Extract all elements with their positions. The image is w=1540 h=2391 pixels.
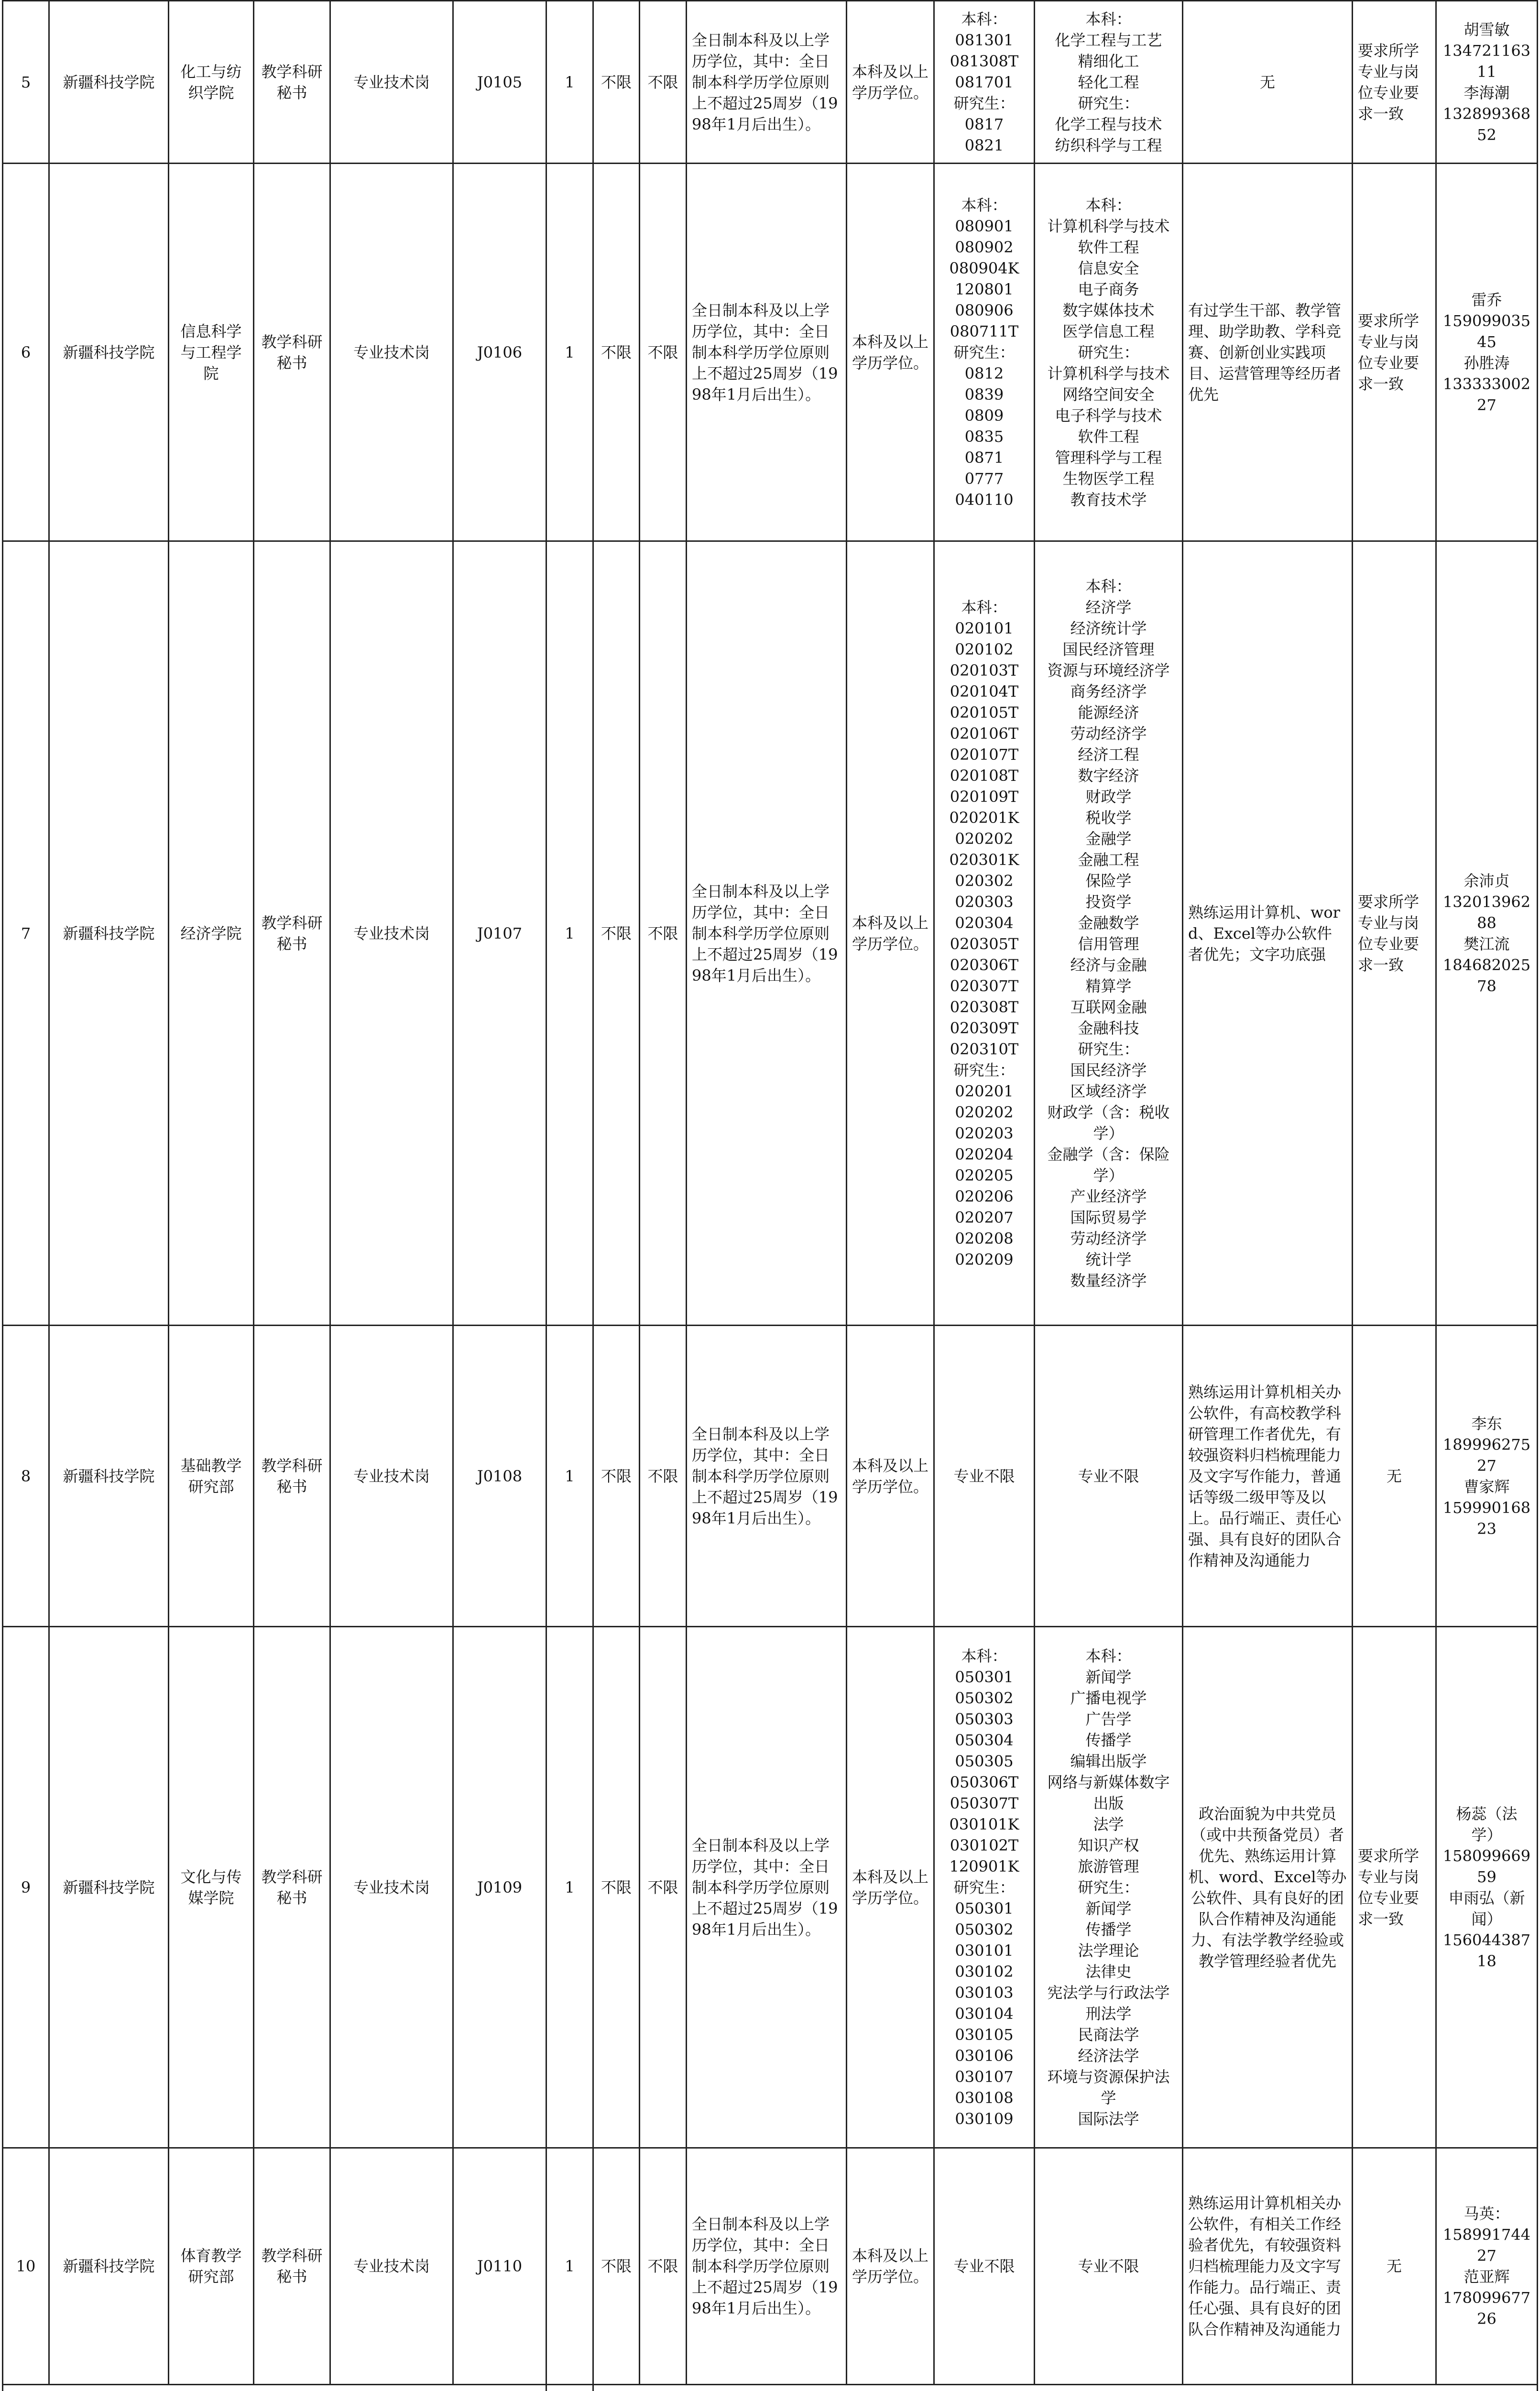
- employer-cell: 新疆科技学院: [49, 164, 169, 541]
- headcount-cell: 1: [546, 2148, 593, 2385]
- headcount-cell: 1: [546, 1, 593, 164]
- major-names-cell: 本科： 新闻学 广播电视学 广告学 传播学 编辑出版学 网络与新媒体数字出版 法学 知识产权 旅游管理 研究生： 新闻学 传播学 法学理论 法律史 宪法学与行政法学 刑法学 民商法学 经济法学 环境与资源保护法学 国际法学: [1035, 1627, 1183, 2148]
- department-cell: 信息科学与工程学院: [169, 164, 254, 541]
- notes-cell: 要求所学专业与岗位专业要求一致: [1353, 1627, 1436, 2148]
- contact-cell: 胡雪敏 13472116311 李海潮 13289936852: [1436, 1, 1538, 164]
- post-code-cell: J0107: [453, 541, 546, 1326]
- employer-cell: 新疆科技学院: [49, 541, 169, 1326]
- headcount-cell: 1: [546, 1326, 593, 1627]
- table-row: [3, 164, 1538, 541]
- gender-cell: 不限: [640, 164, 687, 541]
- post-code-cell: J0105: [453, 1, 546, 164]
- post-name-cell: 教学科研秘书: [254, 2148, 330, 2385]
- notes-cell: 要求所学专业与岗位专业要求一致: [1353, 541, 1436, 1326]
- department-cell: 基础教学研究部: [169, 1326, 254, 1627]
- contact-cell: 杨蕊（法学） 15809966959 申雨弘（新闻） 15604438718: [1436, 1627, 1538, 2148]
- age-requirement-cell: 全日制本科及以上学历学位，其中：全日制本科学历学位原则上不超过25周岁（1998年1月后出生）。: [687, 1627, 847, 2148]
- gender-cell: 不限: [640, 1326, 687, 1627]
- post-type-cell: 专业技术岗: [330, 164, 453, 541]
- other-requirements-cell: 熟练运用计算机相关办公软件，有相关工作经验者优先，有较强资料归档梳理能力及文字写作能力。品行端正、责任心强、具有良好的团队合作精神及沟通能力: [1183, 2148, 1353, 2385]
- education-cell: 本科及以上学历学位。: [847, 164, 934, 541]
- table-row: [3, 1, 1538, 164]
- post-code-cell: J0108: [453, 1326, 546, 1627]
- major-names-cell: 本科： 计算机科学与技术 软件工程 信息安全 电子商务 数字媒体技术 医学信息工程 研究生： 计算机科学与技术 网络空间安全 电子科学与技术 软件工程 管理科学与工程 生物医学工程 教育技术学: [1035, 164, 1183, 541]
- major-codes-cell: 本科： 080901 080902 080904K 120801 080906 080711T 研究生： 0812 0839 0809 0835 0871 0777 040110: [934, 164, 1035, 541]
- education-cell: 本科及以上学历学位。: [847, 1, 934, 164]
- table-row: [3, 1627, 1538, 2148]
- notes-cell: 要求所学专业与岗位专业要求一致: [1353, 1, 1436, 164]
- department-cell: 经济学院: [169, 541, 254, 1326]
- total-blank-cell: [593, 2385, 1538, 2391]
- ethnicity-cell: 不限: [593, 2148, 640, 2385]
- row-number: 10: [3, 2148, 49, 2385]
- department-cell: 化工与纺织学院: [169, 1, 254, 164]
- gender-cell: 不限: [640, 2148, 687, 2385]
- notes-cell: 无: [1353, 2148, 1436, 2385]
- ethnicity-cell: 不限: [593, 164, 640, 541]
- post-name-cell: 教学科研秘书: [254, 164, 330, 541]
- post-name-cell: 教学科研秘书: [254, 1, 330, 164]
- age-requirement-cell: 全日制本科及以上学历学位，其中：全日制本科学历学位原则上不超过25周岁（1998年1月后出生）。: [687, 164, 847, 541]
- ethnicity-cell: 不限: [593, 541, 640, 1326]
- total-count: [546, 2385, 593, 2391]
- table-row: [3, 1326, 1538, 1627]
- post-code-cell: J0109: [453, 1627, 546, 2148]
- total-row: [3, 2385, 1538, 2391]
- gender-cell: 不限: [640, 1, 687, 164]
- row-number: 9: [3, 1627, 49, 2148]
- other-requirements-cell: 有过学生干部、教学管理、助学助教、学科竞赛、创新创业实践项目、运营管理等经历者优先: [1183, 164, 1353, 541]
- post-code-cell: J0106: [453, 164, 546, 541]
- post-type-cell: 专业技术岗: [330, 1627, 453, 2148]
- row-number: 6: [3, 164, 49, 541]
- other-requirements-cell: 熟练运用计算机相关办公软件，有高校教学科研管理工作者优先，有较强资料归档梳理能力及文字写作能力，普通话等级二级甲等及以上。品行端正、责任心强、具有良好的团队合作精神及沟通能力: [1183, 1326, 1353, 1627]
- age-requirement-cell: 全日制本科及以上学历学位，其中：全日制本科学历学位原则上不超过25周岁（1998年1月后出生）。: [687, 1326, 847, 1627]
- department-cell: 文化与传媒学院: [169, 1627, 254, 2148]
- education-cell: 本科及以上学历学位。: [847, 2148, 934, 2385]
- major-codes-cell: 专业不限: [934, 1326, 1035, 1627]
- employer-cell: 新疆科技学院: [49, 1, 169, 164]
- row-number: 7: [3, 541, 49, 1326]
- headcount-cell: 1: [546, 541, 593, 1326]
- headcount-cell: 1: [546, 164, 593, 541]
- education-cell: 本科及以上学历学位。: [847, 541, 934, 1326]
- row-number: 8: [3, 1326, 49, 1627]
- post-type-cell: 专业技术岗: [330, 541, 453, 1326]
- education-cell: 本科及以上学历学位。: [847, 1326, 934, 1627]
- ethnicity-cell: 不限: [593, 1627, 640, 2148]
- gender-cell: 不限: [640, 1627, 687, 2148]
- department-cell: 体育教学研究部: [169, 2148, 254, 2385]
- major-codes-cell: 本科： 050301 050302 050303 050304 050305 050306T 050307T 030101K 030102T 120901K 研究生： 050301 050302 030101 030102 030103 030104 030105 030106 030107 030108 030109: [934, 1627, 1035, 2148]
- post-code-cell: J0110: [453, 2148, 546, 2385]
- post-type-cell: 专业技术岗: [330, 1, 453, 164]
- education-cell: 本科及以上学历学位。: [847, 1627, 934, 2148]
- major-codes-cell: 专业不限: [934, 2148, 1035, 2385]
- ethnicity-cell: 不限: [593, 1326, 640, 1627]
- other-requirements-cell: 无: [1183, 1, 1353, 164]
- major-names-cell: 专业不限: [1035, 2148, 1183, 2385]
- contact-cell: 雷乔 15909903545 孙胜涛 13333300227: [1436, 164, 1538, 541]
- major-names-cell: 本科： 经济学 经济统计学 国民经济管理 资源与环境经济学 商务经济学 能源经济 劳动经济学 经济工程 数字经济 财政学 税收学 金融学 金融工程 保险学 投资学 金融数学 信用管理 经济与金融 精算学 互联网金融 金融科技 研究生： 国民经济学 区域经济学 财政学（含：税收学） 金融学（含：保险学） 产业经济学 国际贸易学 劳动经济学 统计学 数量经济学: [1035, 541, 1183, 1326]
- table-row: [3, 541, 1538, 1326]
- post-name-cell: 教学科研秘书: [254, 1326, 330, 1627]
- notes-cell: 无: [1353, 1326, 1436, 1627]
- employer-cell: 新疆科技学院: [49, 1326, 169, 1627]
- age-requirement-cell: 全日制本科及以上学历学位，其中：全日制本科学历学位原则上不超过25周岁（1998年1月后出生）。: [687, 541, 847, 1326]
- post-name-cell: 教学科研秘书: [254, 1627, 330, 2148]
- ethnicity-cell: 不限: [593, 1, 640, 164]
- recruitment-table: [2, 0, 1538, 2391]
- post-type-cell: 专业技术岗: [330, 2148, 453, 2385]
- contact-cell: 李东 18999627527 曹家辉 15999016823: [1436, 1326, 1538, 1627]
- employer-cell: 新疆科技学院: [49, 2148, 169, 2385]
- contact-cell: 余沛贞 13201396288 樊江流 18468202578: [1436, 541, 1538, 1326]
- total-label: [3, 2385, 546, 2391]
- major-codes-cell: 本科： 081301 081308T 081701 研究生： 0817 0821: [934, 1, 1035, 164]
- major-names-cell: 专业不限: [1035, 1326, 1183, 1627]
- age-requirement-cell: 全日制本科及以上学历学位，其中：全日制本科学历学位原则上不超过25周岁（1998年1月后出生）。: [687, 1, 847, 164]
- row-number: 5: [3, 1, 49, 164]
- age-requirement-cell: 全日制本科及以上学历学位，其中：全日制本科学历学位原则上不超过25周岁（1998年1月后出生）。: [687, 2148, 847, 2385]
- other-requirements-cell: 熟练运用计算机、word、Excel等办公软件者优先；文字功底强: [1183, 541, 1353, 1326]
- post-type-cell: 专业技术岗: [330, 1326, 453, 1627]
- major-codes-cell: 本科： 020101 020102 020103T 020104T 020105T 020106T 020107T 020108T 020109T 020201K 020202 020301K 020302 020303 020304 020305T 020306T 020307T 020308T 020309T 020310T 研究生： 020201 020202 020203 020204 020205 020206 020207 020208 020209: [934, 541, 1035, 1326]
- other-requirements-cell: 政治面貌为中共党员（或中共预备党员）者优先、熟练运用计算机、word、Excel等办公软件、具有良好的团队合作精神及沟通能力、有法学教学经验或教学管理经验者优先: [1183, 1627, 1353, 2148]
- major-names-cell: 本科： 化学工程与工艺 精细化工 轻化工程 研究生： 化学工程与技术 纺织科学与工程: [1035, 1, 1183, 164]
- employer-cell: 新疆科技学院: [49, 1627, 169, 2148]
- notes-cell: 要求所学专业与岗位专业要求一致: [1353, 164, 1436, 541]
- headcount-cell: 1: [546, 1627, 593, 2148]
- post-name-cell: 教学科研秘书: [254, 541, 330, 1326]
- contact-cell: 马英： 15899174427 范亚辉 17809967726: [1436, 2148, 1538, 2385]
- gender-cell: 不限: [640, 541, 687, 1326]
- table-row: [3, 2148, 1538, 2385]
